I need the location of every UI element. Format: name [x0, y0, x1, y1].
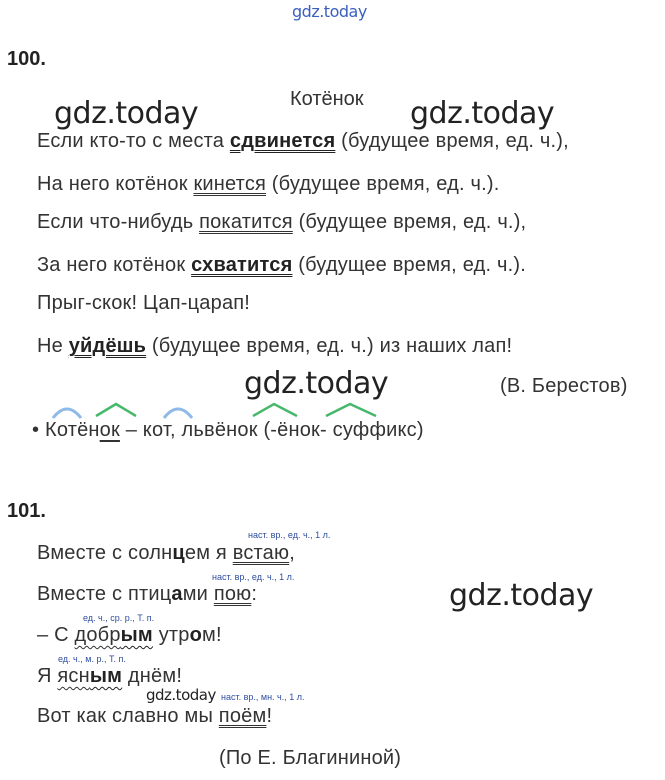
text: днём!	[122, 665, 183, 687]
adj-clear: ясн	[57, 665, 90, 687]
watermark-right: gdz.today	[410, 96, 555, 131]
adj-clear-ending: ым	[89, 665, 123, 687]
text: ем я	[184, 542, 233, 564]
verb-we-sing: поём	[218, 705, 267, 727]
root-arc-kot	[53, 409, 81, 418]
annotation-3: ед. ч., ср. р., Т. п.	[83, 613, 155, 623]
line-note: (будущее время, ед. ч.).	[266, 173, 500, 195]
text: Вот как славно мы	[37, 705, 219, 727]
text: утр	[152, 624, 190, 646]
word-kot: кот,	[142, 419, 182, 441]
line-note: (будущее время, ед. ч.),	[335, 130, 569, 152]
bullet: •	[32, 419, 40, 441]
exercise-101-number: 101.	[7, 500, 46, 522]
line-text: На него котёнок	[37, 173, 194, 195]
text: Я	[37, 665, 58, 687]
poem-title: Котёнок	[290, 88, 364, 110]
punct: !	[266, 705, 273, 727]
poem101-line-1	[37, 541, 295, 565]
verb-sing: пою	[213, 583, 252, 605]
dash: –	[119, 419, 143, 441]
text: ми	[182, 583, 214, 605]
poem101-line-5	[37, 704, 272, 728]
root-arc-kot-2	[164, 409, 192, 418]
punct: :	[251, 583, 258, 605]
suffix-mark-yonok	[326, 404, 376, 416]
line-text: Прыг-скок! Цап-царап!	[37, 292, 251, 314]
annotation-2: наст. вр., ед. ч., 1 л.	[212, 572, 295, 582]
annotation-1: наст. вр., ед. ч., 1 л.	[248, 530, 331, 540]
line-text: Если что-нибудь	[37, 211, 200, 233]
watermark-left: gdz.today	[54, 96, 199, 131]
punct: ,	[289, 542, 295, 564]
text: – С	[37, 624, 75, 646]
annotation-5: наст. вр., мн. ч., 1 л.	[221, 692, 305, 702]
line-note: (будущее время, ед. ч.) из наших лап!	[146, 335, 513, 357]
root-lv: льв	[181, 419, 215, 441]
line-text: Не	[37, 335, 69, 357]
author-101: (По Е. Благининой)	[219, 747, 402, 769]
text: Вместе с птиц	[37, 583, 172, 605]
poem101-line-4	[37, 664, 182, 688]
bold-letter: а	[171, 583, 183, 605]
suffix-mark-yon-1	[96, 404, 136, 416]
adj-kind: добр	[74, 624, 121, 646]
verb-rise: встаю	[232, 542, 290, 564]
suffix-note: (-ёнок- суффикс)	[257, 419, 424, 441]
adj-kind-ending: ым	[120, 624, 153, 646]
author-100: (В. Берестов)	[500, 375, 628, 397]
line-text: Если кто-то с места	[37, 130, 230, 152]
text: Вместе с солн	[37, 542, 173, 564]
exercise-100-number: 100.	[7, 48, 46, 70]
watermark-101: gdz.today	[449, 578, 594, 613]
text: м!	[202, 624, 222, 646]
ending-ok-2: ок	[237, 419, 258, 441]
watermark-small: gdz.today	[146, 686, 216, 704]
verb-grab: схватится	[191, 254, 293, 276]
line-note: (будущее время, ед. ч.).	[292, 254, 526, 276]
verb-moved: сдвинется	[229, 130, 336, 152]
word-analysis	[32, 418, 424, 442]
line-text: За него котёнок	[37, 254, 192, 276]
line-note: (будущее время, ед. ч.),	[292, 211, 527, 233]
verb-leave: уйдёшь	[68, 335, 147, 357]
verb-rush: кинется	[193, 173, 267, 195]
poem101-line-2	[37, 582, 257, 606]
poem101-line-3	[37, 623, 222, 647]
watermark-middle: gdz.today	[244, 366, 389, 401]
suffix-yon-2: ён	[214, 419, 238, 441]
bold-letter: о	[189, 624, 202, 646]
suffix-yon: ён	[77, 419, 100, 441]
ending-ok: ок	[99, 419, 120, 441]
annotation-4: ед. ч., м. р., Т. п.	[58, 654, 126, 664]
bold-letter: ц	[172, 542, 185, 564]
root-kot: Кот	[44, 419, 78, 441]
suffix-mark-yon-2	[253, 404, 297, 416]
verb-roll: покатится	[199, 211, 293, 233]
watermark-top: gdz.today	[292, 2, 367, 21]
